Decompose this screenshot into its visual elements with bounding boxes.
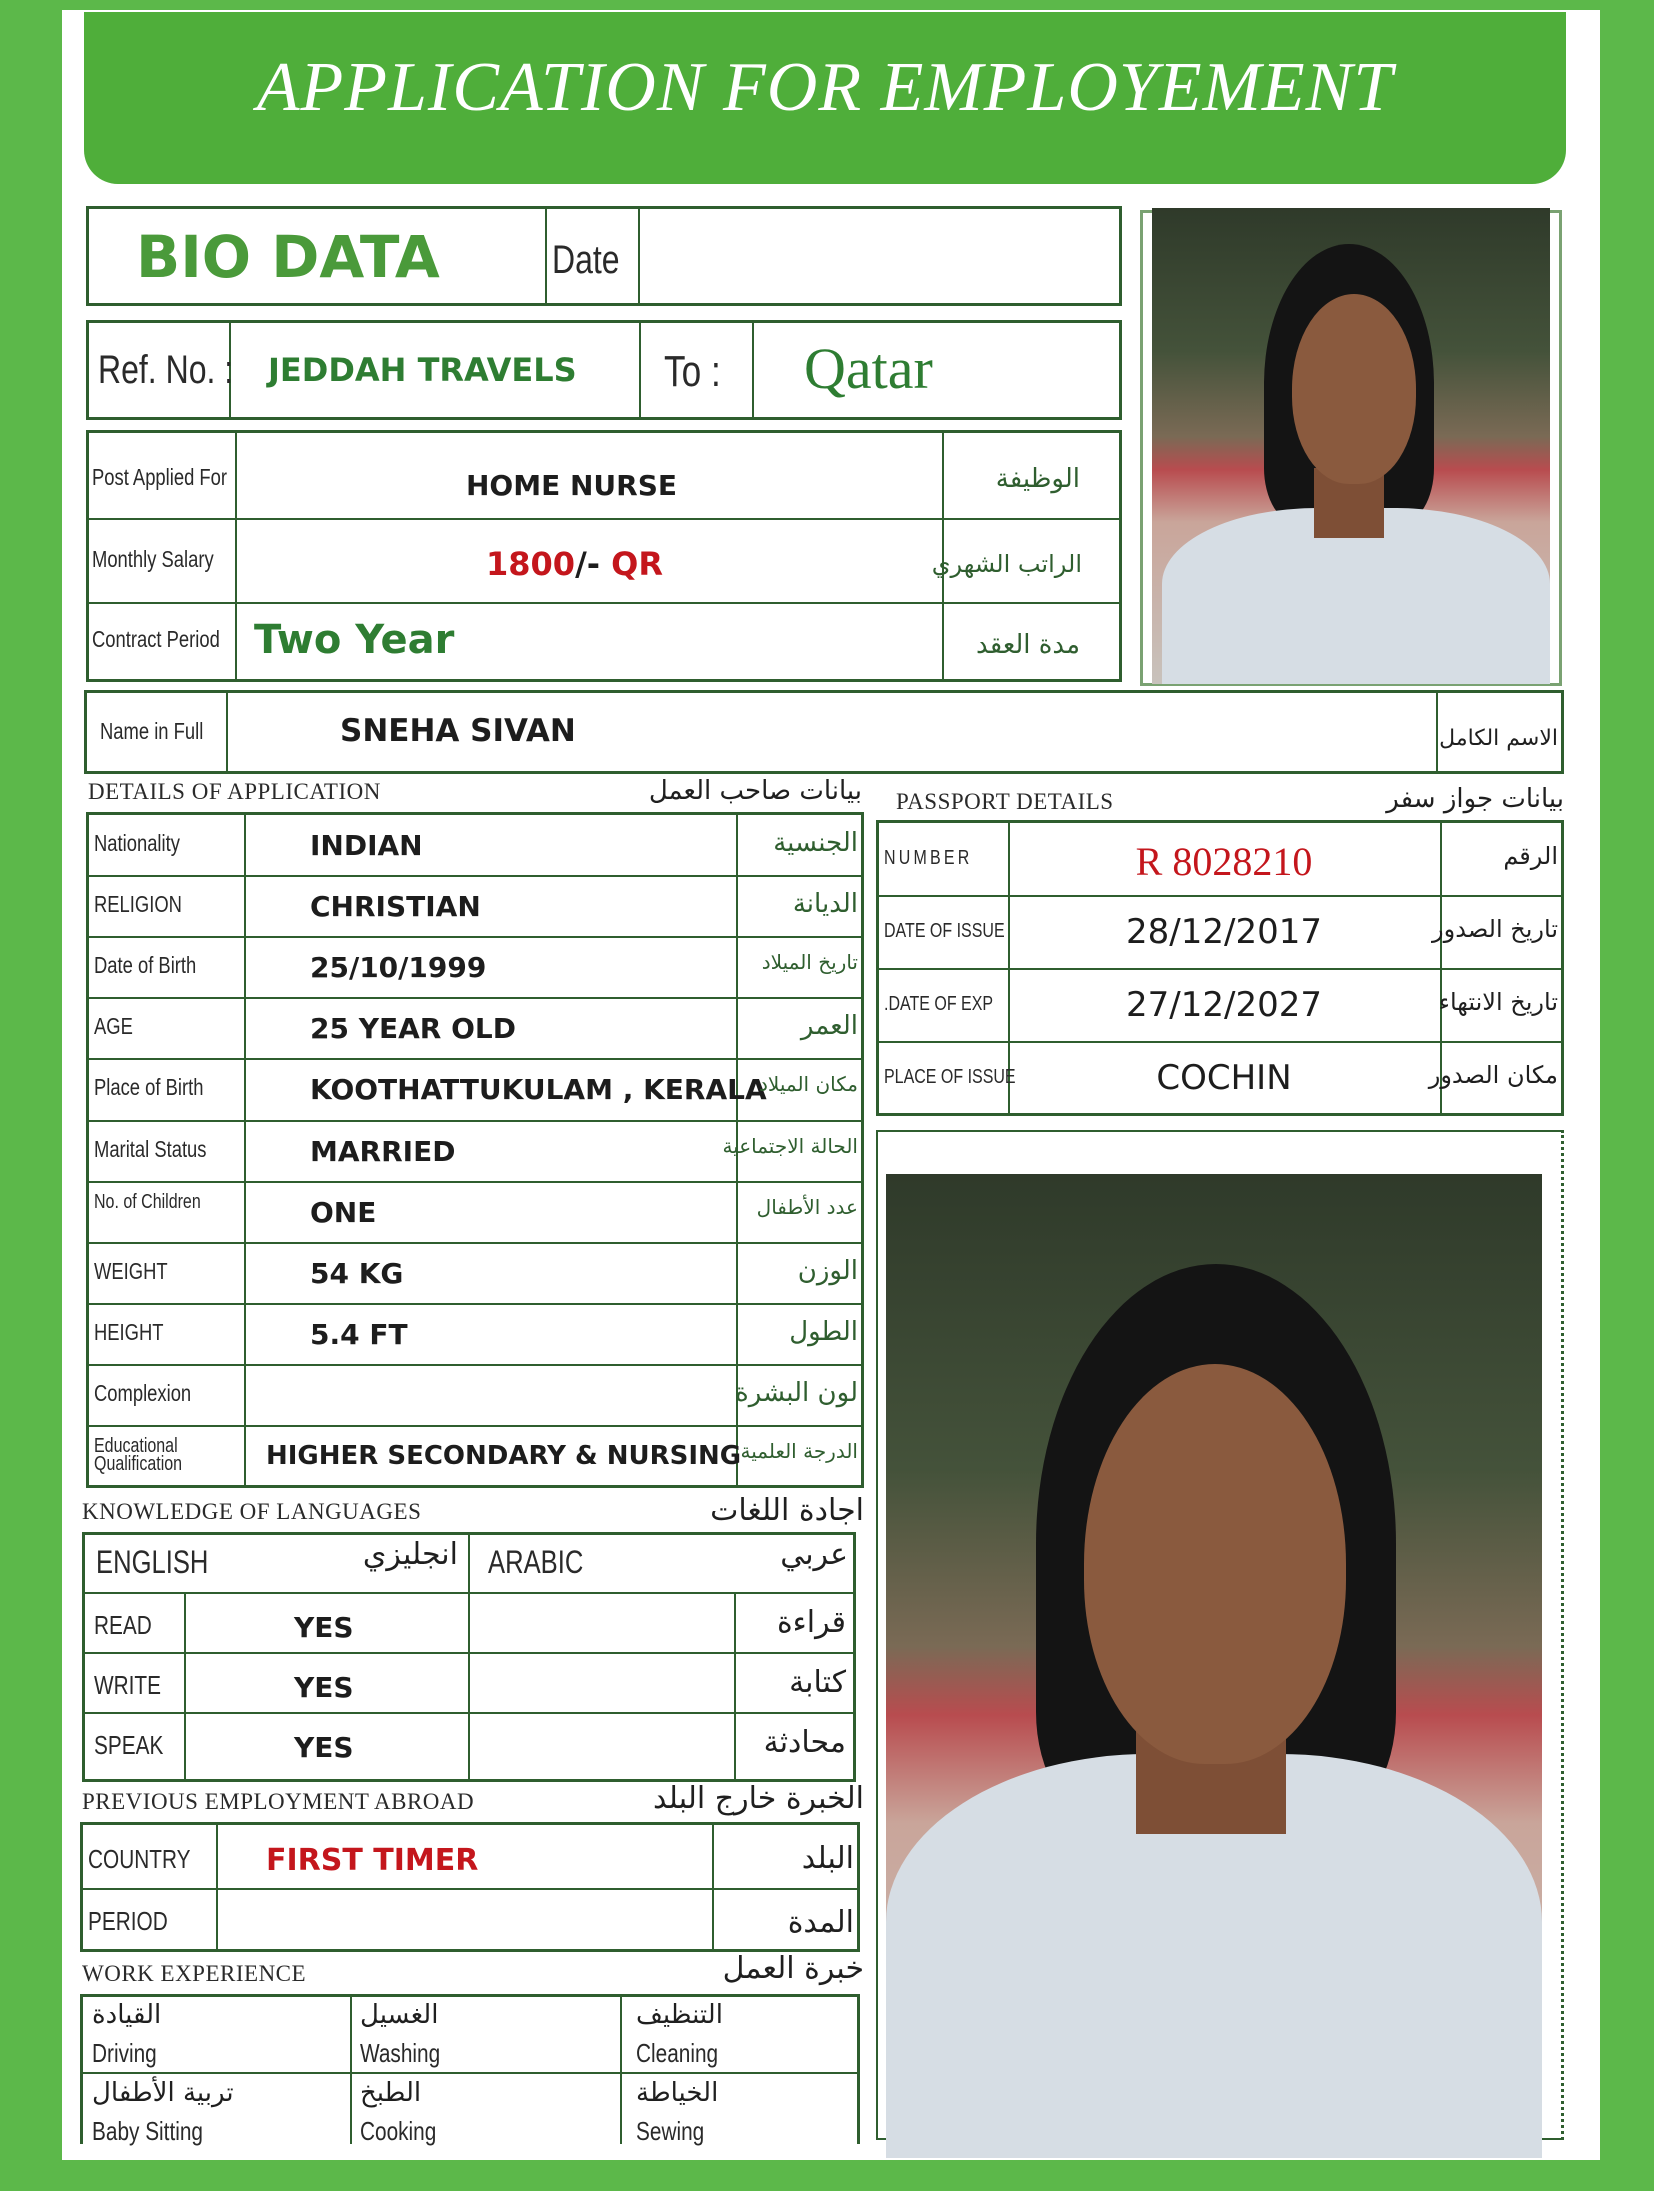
work-cell-en: Sewing bbox=[636, 2116, 705, 2146]
name-label: Name in Full bbox=[100, 718, 204, 744]
contract-label: Contract Period bbox=[92, 626, 220, 652]
row-divider bbox=[88, 1242, 862, 1244]
row-divider bbox=[878, 895, 1562, 897]
app-value: KOOTHATTUKULAM , KERALA bbox=[310, 1073, 767, 1106]
work-cell-en: Cooking bbox=[360, 2116, 437, 2146]
period-label-ar: المدة bbox=[787, 1905, 854, 1940]
app-value: ONE bbox=[310, 1196, 377, 1229]
passport-section-title-ar: بيانات جواز سفر bbox=[1386, 784, 1564, 814]
language-skill-label: WRITE bbox=[94, 1670, 162, 1700]
app-label: Educational Qualification bbox=[94, 1435, 183, 1475]
languages-section-title-ar: اجادة اللغات bbox=[710, 1493, 864, 1528]
to-value: Qatar bbox=[804, 336, 933, 401]
row-divider bbox=[88, 1058, 862, 1060]
country-label-ar: البلد bbox=[801, 1841, 854, 1876]
period-label: PERIOD bbox=[88, 1906, 168, 1936]
app-value: MARRIED bbox=[310, 1135, 456, 1168]
english-level: YES bbox=[294, 1731, 354, 1764]
name-label-ar: الاسم الكامل bbox=[1439, 726, 1558, 751]
app-label: WEIGHT bbox=[94, 1258, 168, 1284]
language-skill-label: READ bbox=[94, 1610, 152, 1640]
app-label-ar: عدد الأطفال bbox=[756, 1195, 858, 1219]
app-label: Place of Birth bbox=[94, 1074, 204, 1100]
post-value: HOME NURSE bbox=[466, 469, 677, 502]
work-cell-en: Baby Sitting bbox=[92, 2116, 203, 2146]
work-section-title: WORK EXPERIENCE bbox=[82, 1961, 307, 1986]
salary-separator: /- bbox=[575, 545, 601, 583]
app-label: Nationality bbox=[94, 830, 180, 856]
app-label: Complexion bbox=[94, 1380, 192, 1406]
work-cell-ar: الطبخ bbox=[360, 2078, 422, 2108]
work-section-title-ar: خبرة العمل bbox=[722, 1951, 864, 1986]
country-value: FIRST TIMER bbox=[266, 1843, 479, 1878]
passport-value: COCHIN bbox=[1156, 1058, 1292, 1098]
application-section-title-ar: بيانات صاحب العمل bbox=[648, 776, 862, 806]
country-label: COUNTRY bbox=[88, 1844, 191, 1874]
salary-amount: 1800 bbox=[486, 545, 576, 583]
row-divider bbox=[88, 936, 862, 938]
language-skill-label: SPEAK bbox=[94, 1730, 164, 1760]
previous-section-title: PREVIOUS EMPLOYMENT ABROAD bbox=[82, 1789, 475, 1814]
app-value: INDIAN bbox=[310, 829, 423, 862]
app-label-ar: الجنسية bbox=[773, 828, 858, 858]
app-label: HEIGHT bbox=[94, 1319, 164, 1345]
app-label: Marital Status bbox=[94, 1136, 207, 1162]
row-divider bbox=[88, 1120, 862, 1122]
work-cell-ar: القيادة bbox=[92, 2000, 162, 2030]
passport-label: PLACE OF ISSUE bbox=[884, 1066, 1016, 1088]
work-cell-ar: الخياطة bbox=[636, 2078, 719, 2108]
app-value: 5.4 FT bbox=[310, 1318, 408, 1351]
row-divider bbox=[88, 997, 862, 999]
app-value: HIGHER SECONDARY & NURSING bbox=[266, 1441, 742, 1471]
app-label-ar: الحالة الاجتماعية bbox=[722, 1134, 858, 1158]
salary-currency: QR bbox=[611, 545, 664, 583]
row-divider bbox=[878, 968, 1562, 970]
post-label-ar: الوظيفة bbox=[995, 464, 1080, 494]
passport-value: 28/12/2017 bbox=[1126, 912, 1322, 952]
row-divider bbox=[88, 875, 862, 877]
work-cell-ar: الغسيل bbox=[360, 2000, 439, 2030]
work-cell-en: Washing bbox=[360, 2038, 441, 2068]
app-label: Date of Birth bbox=[94, 952, 197, 978]
passport-label-ar: تاريخ الصدور bbox=[1432, 915, 1558, 943]
language-skill-label-ar: محادثة bbox=[763, 1725, 846, 1760]
app-label-ar: مكان الميلاد bbox=[759, 1072, 858, 1096]
ref-label: Ref. No. : bbox=[98, 348, 234, 392]
app-label: AGE bbox=[94, 1013, 133, 1039]
salary-value bbox=[486, 545, 664, 583]
application-section-title: DETAILS OF APPLICATION bbox=[88, 779, 381, 804]
app-label-ar: الديانة bbox=[792, 889, 858, 919]
contract-label-ar: مدة العقد bbox=[976, 630, 1080, 660]
date-label: Date bbox=[552, 238, 620, 282]
english-heading-ar: انجليزي bbox=[362, 1537, 458, 1572]
row-divider bbox=[88, 1181, 862, 1183]
passport-value: R 8028210 bbox=[1135, 839, 1313, 884]
app-value: CHRISTIAN bbox=[310, 890, 481, 923]
app-label: No. of Children bbox=[94, 1191, 201, 1213]
passport-section-title: PASSPORT DETAILS bbox=[896, 789, 1114, 814]
row-divider bbox=[88, 1425, 862, 1427]
applicant-photo-small bbox=[1152, 208, 1550, 684]
app-label: RELIGION bbox=[94, 891, 182, 917]
languages-section-title: KNOWLEDGE OF LANGUAGES bbox=[82, 1499, 422, 1524]
language-skill-label-ar: قراءة bbox=[776, 1605, 846, 1640]
passport-label-ar: تاريخ الانتهاء bbox=[1438, 988, 1558, 1016]
app-value: 25 YEAR OLD bbox=[310, 1012, 516, 1045]
bio-data-heading: BIO DATA bbox=[136, 223, 440, 291]
app-label-ar: تاريخ الميلاد bbox=[761, 950, 858, 974]
language-skill-label-ar: كتابة bbox=[789, 1665, 846, 1700]
app-label-ar: الطول bbox=[789, 1317, 858, 1347]
english-level: YES bbox=[294, 1671, 354, 1704]
contract-value: Two Year bbox=[254, 617, 455, 663]
app-value: 25/10/1999 bbox=[310, 951, 487, 984]
work-cell-ar: تربية الأطفال bbox=[92, 2078, 234, 2108]
ref-box bbox=[86, 320, 1122, 420]
name-value: SNEHA SIVAN bbox=[340, 713, 576, 749]
passport-label: DATE OF ISSUE bbox=[884, 920, 1005, 942]
ref-value: JEDDAH TRAVELS bbox=[268, 351, 577, 389]
post-label: Post Applied For bbox=[92, 464, 228, 490]
row-divider bbox=[88, 1303, 862, 1305]
arabic-heading: ARABIC bbox=[488, 1544, 584, 1580]
passport-label-ar: الرقم bbox=[1503, 842, 1558, 870]
passport-label-ar: مكان الصدور bbox=[1428, 1061, 1558, 1089]
app-label-ar: الدرجة العلمية bbox=[740, 1439, 858, 1463]
passport-label: NUMBER bbox=[884, 847, 973, 869]
app-value: 54 KG bbox=[310, 1257, 404, 1290]
arabic-heading-ar: عربي bbox=[780, 1537, 848, 1572]
to-label: To : bbox=[664, 347, 721, 396]
row-divider bbox=[878, 1041, 1562, 1043]
work-cell-en: Driving bbox=[92, 2038, 157, 2068]
row-divider bbox=[88, 1364, 862, 1366]
app-label-ar: الوزن bbox=[797, 1256, 858, 1286]
salary-label: Monthly Salary bbox=[92, 546, 214, 572]
passport-label: .DATE OF EXP bbox=[884, 993, 994, 1015]
app-label-ar: لون البشرة bbox=[735, 1378, 858, 1408]
english-heading: ENGLISH bbox=[96, 1544, 209, 1580]
work-cell-en: Cleaning bbox=[636, 2038, 719, 2068]
work-cell-ar: التنظيف bbox=[636, 2000, 723, 2030]
salary-label-ar: الراتب الشهري bbox=[931, 550, 1082, 578]
passport-value: 27/12/2027 bbox=[1126, 985, 1322, 1025]
english-level: YES bbox=[294, 1611, 354, 1644]
form-title: APPLICATION FOR EMPLOYEMENT bbox=[256, 49, 1394, 126]
previous-section-title-ar: الخبرة خارج البلد bbox=[653, 1781, 864, 1816]
app-label-ar: العمر bbox=[800, 1011, 858, 1041]
name-row bbox=[84, 690, 1564, 774]
applicant-photo-large bbox=[886, 1174, 1542, 2158]
